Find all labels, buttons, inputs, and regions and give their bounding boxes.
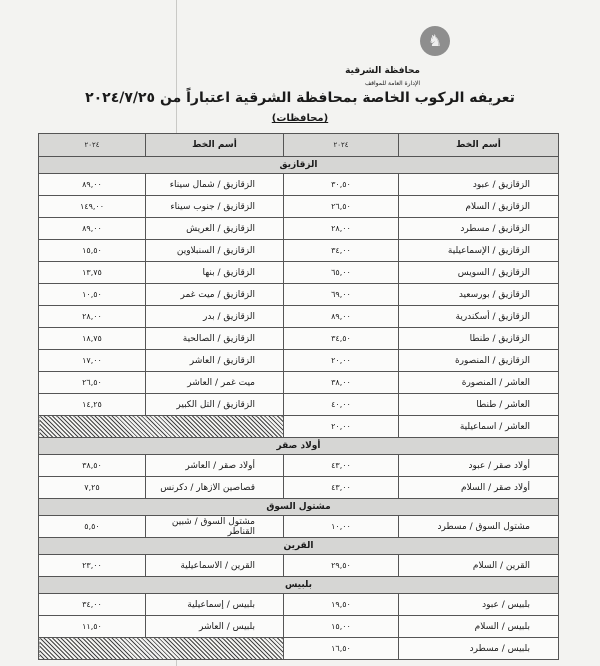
fare-value: ١٤٩,٠٠ [39,196,146,218]
route-name: الزقازيق / بورسعيد [399,284,559,306]
table-row [39,516,559,538]
fare-value: ١٠,٥٠ [39,284,146,306]
table-row [39,218,559,240]
fare-value: ٨٩,٠٠ [39,174,146,196]
route-name: الزقازيق / السويس [399,262,559,284]
route-name: الزقازيق / طنطا [399,328,559,350]
table-row [39,196,559,218]
route-name: قصاصين الازهار / دكرنس [146,477,284,499]
fare-value: ١٣,٧٥ [39,262,146,284]
fare-value: ٢٦,٥٠ [39,372,146,394]
page-subtitle: (محافظات) [271,113,329,124]
table-row [39,306,559,328]
table-row [39,328,559,350]
department-name: الإدارة العامة للمواقف [364,80,420,87]
route-name: القرين / الاسماعيلية [146,555,284,577]
fare-value: ٨٩,٠٠ [284,306,399,328]
fare-value: ٣٨,٥٠ [39,455,146,477]
fare-value: ٢٠,٠٠ [284,416,399,438]
fare-value: ٤٣,٠٠ [284,477,399,499]
section-header [39,499,559,516]
governorate-logo-icon: ♞ [420,26,450,56]
route-name: الزقازيق / الإسماعيلية [399,240,559,262]
route-name: الزقازيق / السنبلاوين [146,240,284,262]
fare-value: ٨٩,٠٠ [39,218,146,240]
table-row [39,284,559,306]
route-name: أولاد صقر / العاشر [146,455,284,477]
fare-value: ٣٨,٠٠ [284,372,399,394]
route-name: الزقازيق / عبود [399,174,559,196]
page-title: تعريفه الركوب الخاصة بمحافظة الشرقية اعتباراً من ٢٠٢٤/٧/٢٥ [85,90,515,106]
route-name: الزقازيق / بدر [146,306,284,328]
table-row [39,350,559,372]
fare-value: ٣٠,٥٠ [284,174,399,196]
route-name: الزقازيق / بنها [146,262,284,284]
col-route: أسم الخط [146,134,284,157]
fare-value: ١١,٥٠ [39,616,146,638]
route-name: بلبيس / السلام [399,616,559,638]
table-header [39,134,559,157]
route-name: مشتول السوق / شبين القناطر [146,516,284,538]
fare-value: ٢٦,٥٠ [284,196,399,218]
route-name: الزقازيق / مسطرد [399,218,559,240]
fare-value: ٣٤,٠٠ [284,240,399,262]
route-name: بلبيس / مسطرد [399,638,559,660]
section-title: بلبيس [39,577,559,594]
route-name: الزقازيق / المنصورة [399,350,559,372]
section-title: القرين [39,538,559,555]
table-row [39,616,559,638]
fare-value: ١٧,٠٠ [39,350,146,372]
col-route: أسم الخط [399,134,559,157]
col-year: ٢٠٢٤ [39,134,146,157]
route-name: الزقازيق / العريش [146,218,284,240]
table-row [39,174,559,196]
fares-table [38,133,559,660]
fare-value: ٢٣,٠٠ [39,555,146,577]
fare-value: ٣٤,٠٠ [39,594,146,616]
table-row [39,394,559,416]
section-header [39,438,559,455]
fare-value: ١٦,٥٠ [284,638,399,660]
fare-value: ١٩,٥٠ [284,594,399,616]
fare-value: ٧,٢٥ [39,477,146,499]
route-name: ميت غمر / العاشر [146,372,284,394]
route-name: الزقازيق / العاشر [146,350,284,372]
fare-value: ١٤,٢٥ [39,394,146,416]
route-name: الزقازيق / السلام [399,196,559,218]
fare-value: ٢٨,٠٠ [284,218,399,240]
fare-value: ١٠,٠٠ [284,516,399,538]
fare-value: ٢٨,٠٠ [39,306,146,328]
route-name: بلبيس / عبود [399,594,559,616]
section-header [39,577,559,594]
route-name: الزقازيق / جنوب سيناء [146,196,284,218]
fare-value: ٢٩,٥٠ [284,555,399,577]
fare-value: ٥,٥٠ [39,516,146,538]
section-header [39,157,559,174]
route-name: الزقازيق / التل الكبير [146,394,284,416]
table-row [39,416,559,438]
route-name: القرين / السلام [399,555,559,577]
route-name: الزقازيق / ميت غمر [146,284,284,306]
route-name: الزقازيق / شمال سيناء [146,174,284,196]
empty-hatched-cell [39,416,284,438]
fare-value: ٤٣,٠٠ [284,455,399,477]
route-name: العاشر / اسماعيلية [399,416,559,438]
fare-value: ٢٠,٠٠ [284,350,399,372]
section-title: أولاد صقر [39,438,559,455]
table-row [39,372,559,394]
col-year: ٢٠٢٤ [284,134,399,157]
route-name: العاشر / المنصورة [399,372,559,394]
table-row [39,240,559,262]
route-name: بلبيس / العاشر [146,616,284,638]
route-name: العاشر / طنطا [399,394,559,416]
table-row [39,455,559,477]
fare-value: ٦٥,٠٠ [284,262,399,284]
route-name: بلبيس / إسماعيلية [146,594,284,616]
table-row [39,555,559,577]
fare-value: ١٨,٧٥ [39,328,146,350]
fare-value: ١٥,٠٠ [284,616,399,638]
section-title: الزقازيق [39,157,559,174]
route-name: الزقازيق / أسكندرية [399,306,559,328]
empty-hatched-cell [39,638,284,660]
fare-value: ٤٠,٠٠ [284,394,399,416]
route-name: أولاد صقر / عبود [399,455,559,477]
section-title: مشتول السوق [39,499,559,516]
governorate-name: محافظة الشرقية [345,66,420,76]
fare-value: ١٥,٥٠ [39,240,146,262]
table-row [39,638,559,660]
section-header [39,538,559,555]
table-row [39,477,559,499]
fare-value: ٦٩,٠٠ [284,284,399,306]
table-row [39,262,559,284]
route-name: مشتول السوق / مسطرد [399,516,559,538]
fare-value: ٣٤,٥٠ [284,328,399,350]
route-name: أولاد صقر / السلام [399,477,559,499]
route-name: الزقازيق / الصالحية [146,328,284,350]
table-row [39,594,559,616]
